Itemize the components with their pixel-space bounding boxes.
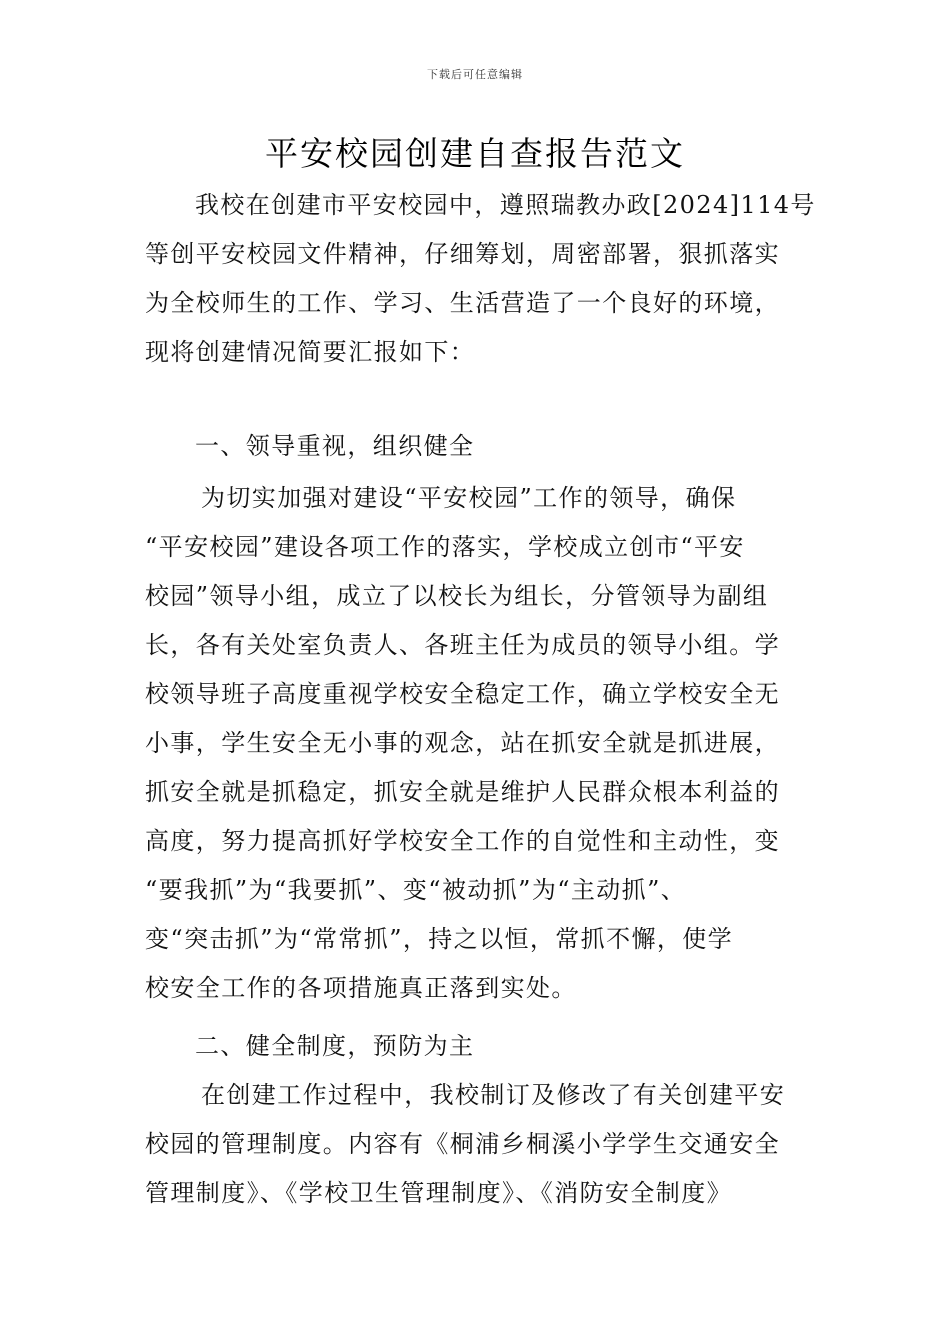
section-2-line: 管理制度》、《学校卫生管理制度》、《消防安全制度》: [145, 1179, 732, 1207]
section-2-heading-block: [145, 1022, 807, 1071]
intro-line: 我校在创建市平安校园中，遵照瑞教办政[2024]114号: [195, 191, 816, 219]
section-1-line: 校安全工作的各项措施真正落到实处。: [145, 974, 577, 1002]
intro-line: 等创平安校园文件精神，仔细筹划，周密部署，狠抓落实: [145, 240, 780, 268]
section-1-line: “要我抓”为“我要抓”、变“被动抓”为“主动抓”、: [145, 876, 687, 904]
section-2-line: 校园的管理制度。内容有《桐浦乡桐溪小学学生交通安全: [145, 1130, 780, 1158]
section-1-line: 变“突击抓”为“常常抓”，持之以恒，常抓不懈，使学: [145, 925, 734, 953]
section-1-line: 小事，学生安全无小事的观念，站在抓安全就是抓进展，: [145, 729, 780, 757]
section-1-line: 长，各有关处室负责人、各班主任为成员的领导小组。学: [145, 631, 780, 659]
section-1-line: 校园”领导小组，成立了以校长为组长，分管领导为副组: [145, 582, 769, 610]
section-1-heading: 一、领导重视，组织健全: [195, 432, 475, 460]
section-1-line: 高度，努力提高抓好学校安全工作的自觉性和主动性，变: [145, 827, 780, 855]
section-1-line: “平安校园”建设各项工作的落实，学校成立创市“平安: [145, 533, 745, 561]
document-title: 平安校园创建自查报告范文: [265, 134, 685, 173]
section-1-heading-block: [145, 422, 807, 471]
section-2-heading: 二、健全制度，预防为主: [195, 1032, 475, 1060]
section-2-paragraph: [145, 1071, 807, 1218]
section-1-line: 抓安全就是抓稳定，抓安全就是维护人民群众根本利益的: [145, 778, 780, 806]
intro-line: 现将创建情况简要汇报如下：: [145, 338, 476, 366]
intro-paragraph: [145, 181, 816, 377]
intro-line: 为全校师生的工作、学习、生活营造了一个良好的环境，: [145, 289, 780, 317]
header-note: 下载后可任意编辑: [427, 68, 523, 81]
section-1-line: 校领导班子高度重视学校安全稳定工作，确立学校安全无: [145, 680, 780, 708]
section-2-line: 在创建工作过程中，我校制订及修改了有关创建平安: [201, 1081, 786, 1109]
section-1-paragraph: [145, 474, 807, 1013]
section-1-line: 为切实加强对建设“平安校园”工作的领导，确保: [201, 484, 737, 512]
